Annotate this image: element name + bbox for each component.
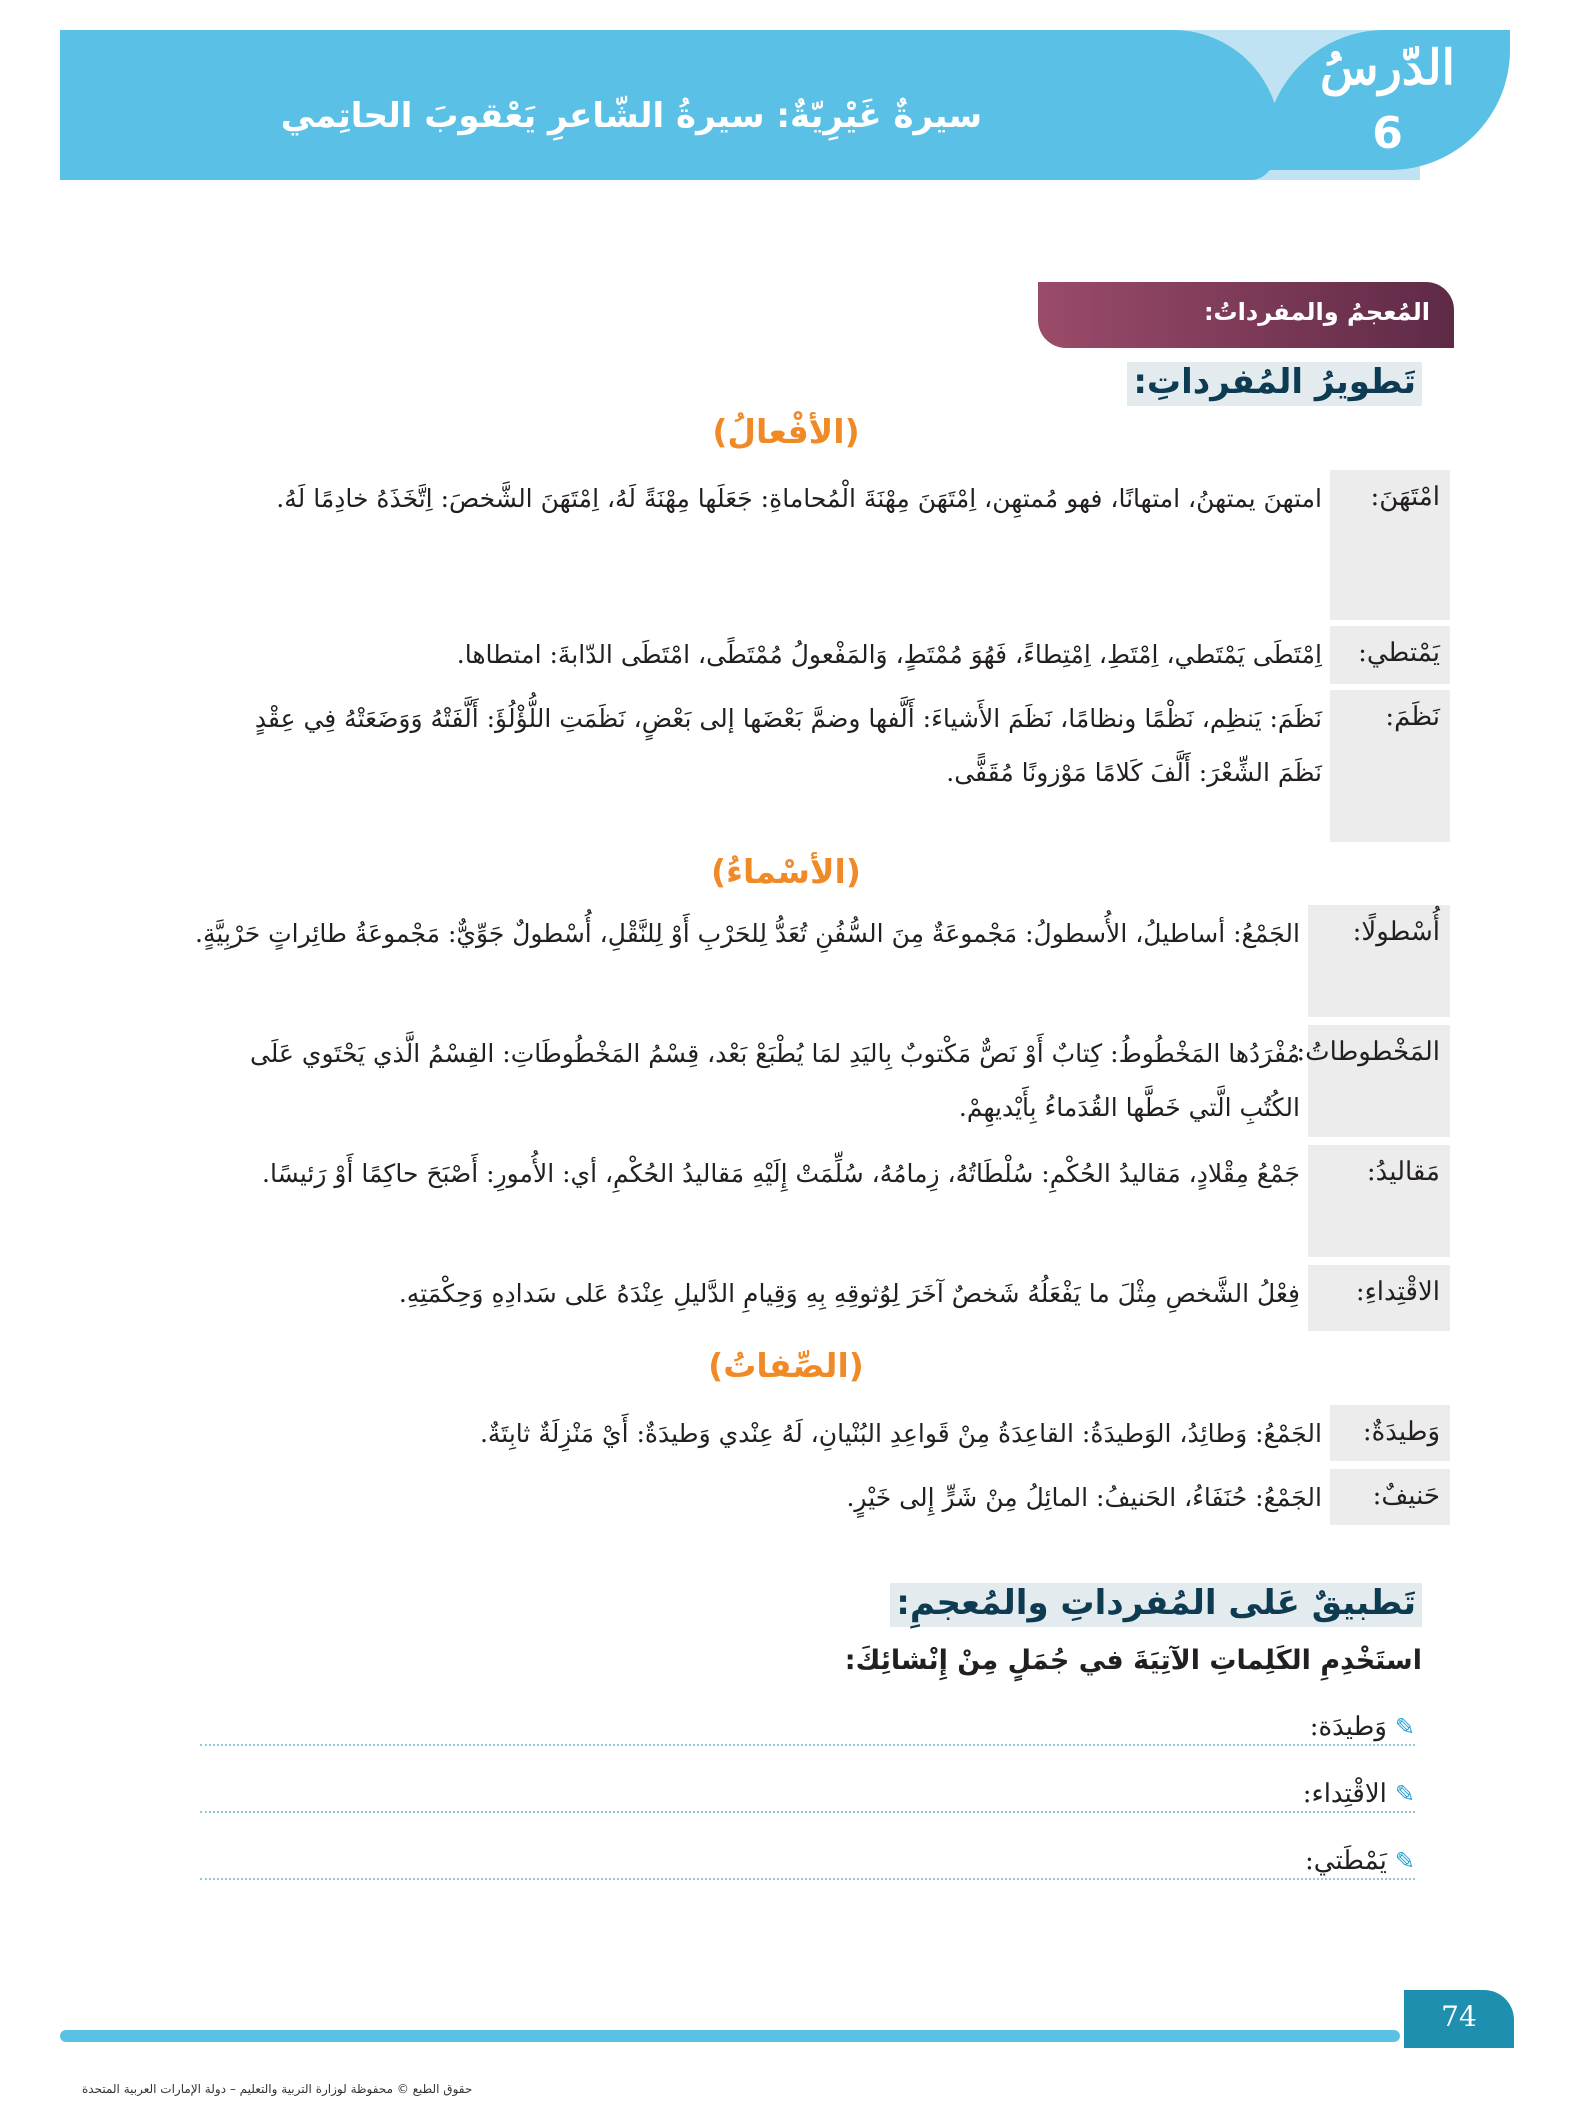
answer-line[interactable] <box>200 1775 1415 1813</box>
exercise-item <box>1297 1779 1415 1809</box>
vocab-term: يَمْتطي: <box>1330 626 1450 684</box>
exercise-item <box>1304 1712 1415 1742</box>
vocab-definition-line: نَظَمَ الشِّعْرَ: أَلَّفَ كَلامًا مَوْزونًا مُقَفًّى. <box>946 758 1322 787</box>
vocab-row <box>190 626 1450 684</box>
answer-line[interactable] <box>200 1708 1415 1746</box>
page-title: سيرةٌ غَيْرِيّةٌ: سيرةُ الشّاعرِ يَعْقوبَ الحاتِمي <box>280 96 982 136</box>
vocab-term: المَخْطوطاتُ: <box>1308 1025 1450 1137</box>
footer-bar <box>60 2030 1400 2042</box>
page-number: 74 <box>1441 2000 1477 2033</box>
vocab-definition: الجَمْعُ: حُنَفَاءُ، الحَنيفُ: المائِلُ مِنْ شَرٍّ إِلى خَيْرٍ. <box>846 1483 1322 1512</box>
vocab-definition: اِمْتَطَى يَمْتَطي، اِمْتَطِ، اِمْتِطاءً، فَهُوَ مُمْتَطٍ، وَالمَفْعولُ مُمْتَطًى، امْتَطَى الدّابةَ: امتطاها. <box>456 640 1322 669</box>
section-banner-label: المُعجمُ والمفرداتُ: <box>1203 298 1430 326</box>
answer-line[interactable] <box>200 1842 1415 1880</box>
vocab-row <box>190 470 1450 620</box>
exercise-heading: تَطبيقٌ عَلى المُفرداتِ والمُعجمِ: <box>890 1583 1422 1627</box>
lesson-label: الدّرسُ <box>1320 40 1455 96</box>
pencil-icon: ✎ <box>1394 1847 1415 1875</box>
vocab-definition: مُفْرَدُها المَخْطُوطُ: كِتابٌ أَوْ نَصٌّ مَكْتوبٌ بِاليَدِ لمَا يُطْبَعْ بَعْد، قِسْمُ المَخْطُوطَاتِ: القِسْمُ الَّذي يَحْتَوي عَلَى الكُتُبِ الَّتي خَطَّها القُدَماءُ بِأَيْديهِمْ. <box>249 1039 1300 1122</box>
vocab-row <box>190 1265 1450 1331</box>
vocab-row <box>190 1469 1450 1525</box>
pencil-icon: ✎ <box>1394 1780 1415 1808</box>
category-nouns: (الأسْماءُ) <box>711 852 861 891</box>
vocab-term: امْتَهَنَ: <box>1330 470 1450 620</box>
exercise-item <box>1299 1846 1415 1876</box>
vocab-term: أُسْطولًا: <box>1308 905 1450 1017</box>
vocab-term: حَنيفٌ: <box>1330 1469 1450 1525</box>
category-verbs: (الأفْعالُ) <box>712 412 860 451</box>
exercise-item-label: يَمْطَتي: <box>1305 1846 1387 1876</box>
exercise-instruction: استَخْدِمِ الكَلِماتِ الآتِيَةَ في جُمَلٍ مِنْ إِنْشائِكَ: <box>844 1645 1422 1676</box>
vocab-row <box>190 905 1450 1017</box>
vocab-definition: الجَمْعُ: أساطيلُ، الأُسطولُ: مَجْموعَةٌ مِنَ السُّفُنِ تُعَدُّ لِلحَرْبِ أَوْ لِلنَّقْلِ، أُسْطولٌ جَوِّيٌّ: مَجْموعَةُ طائِراتٍ حَرْبِيَّةٍ. <box>195 919 1300 948</box>
pencil-icon: ✎ <box>1394 1713 1415 1741</box>
vocab-definition: امتهنَ يمتهنُ، امتهانًا، فهو مُمتهِن، اِمْتَهَنَ مِهْنَةَ الْمُحاماةِ: جَعَلَها مِهْنَةً لَهُ، اِمْتَهَنَ الشَّخصَ: اِتَّخَذَهُ خادِمًا لَهُ. <box>276 484 1322 513</box>
vocab-definition-line: نَظَمَ: يَنظِم، نَظْمًا ونظامًا، نَظَمَ الأَشياءَ: أَلَّفها وضمَّ بَعْضَها إلى بَعْضٍ، نَظَمَتِ اللُّؤْلُؤَ: أَلَّفَتْهُ وَوَضَعَتْهُ فِي عِقْدٍ <box>254 704 1322 733</box>
vocab-definition <box>190 690 1330 842</box>
vocab-term: الاقْتِداءِ: <box>1308 1265 1450 1331</box>
exercise-item-label: الاقْتِداء: <box>1302 1779 1387 1809</box>
vocab-definition: فِعْلُ الشَّخصِ مِثْلَ ما يَفْعَلُهُ شَخصٌ آخَرَ لِوُثوقِهِ بِهِ وَقِيامِ الدَّليلِ عِنْدَهُ عَلى سَدادِهِ وَحِكْمَتِهِ. <box>398 1279 1300 1308</box>
subheading-vocab: تَطويرُ المُفرداتِ: <box>1127 362 1422 406</box>
vocab-definition: الجَمْعُ: وَطائِدُ، الوَطيدَةُ: القاعِدَةُ مِنْ قَواعِدِ البُنْيانِ، لَهُ عِنْدي وَطيدَةٌ: أَيْ مَنْزِلَةٌ ثابِتَةٌ. <box>479 1419 1322 1448</box>
exercise-item-label: وَطيدَة: <box>1309 1712 1387 1742</box>
vocab-row <box>190 1405 1450 1461</box>
section-banner <box>1038 282 1454 348</box>
vocab-definition: جَمْعُ مِقْلادٍ، مَقاليدُ الحُكْمِ: سُلْطَاتُهُ، زِمامُهُ، سُلِّمَتْ إِلَيْهِ مَقاليدُ الحُكْمِ، أي: الأُمورِ: أَصْبَحَ حاكِمًا أَوْ رَئيسًا. <box>262 1159 1300 1188</box>
vocab-row <box>190 690 1450 842</box>
vocab-term: نَظَمَ: <box>1330 690 1450 842</box>
category-adjectives: (الصِّفاتُ) <box>708 1346 864 1385</box>
vocab-row <box>190 1145 1450 1257</box>
copyright-notice: حقوق الطبع © محفوظة لوزارة التربية والتعليم – دولة الإمارات العربية المتحدة <box>82 2082 473 2096</box>
lesson-number: 6 <box>1372 108 1403 159</box>
vocab-row <box>190 1025 1450 1137</box>
vocab-term: وَطيدَةٌ: <box>1330 1405 1450 1461</box>
vocab-term: مَقاليدُ: <box>1308 1145 1450 1257</box>
